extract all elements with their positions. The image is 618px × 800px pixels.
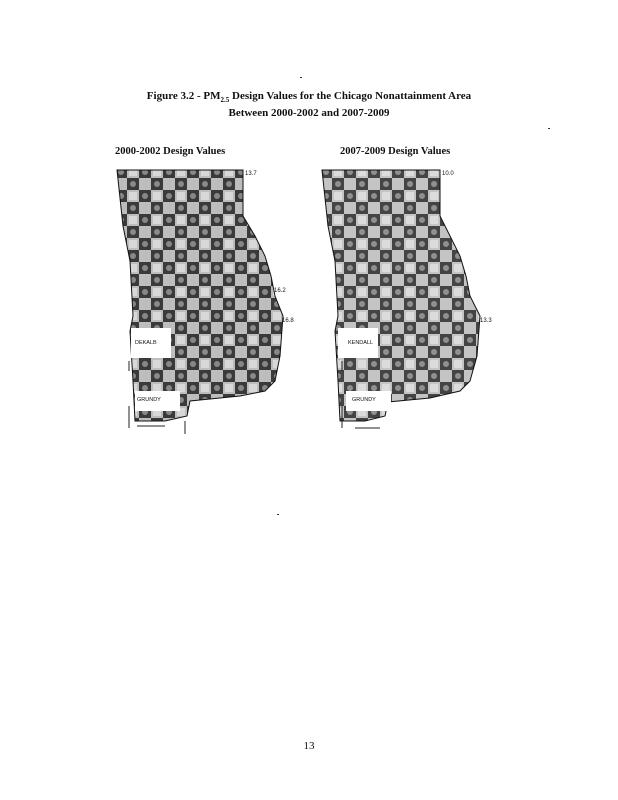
page-number: 13	[303, 740, 315, 752]
figure-title	[0, 90, 618, 120]
right-map	[320, 166, 500, 436]
left-map	[115, 166, 295, 436]
left-county-shape	[117, 170, 283, 421]
title-suffix: Design Values for the Chicago Nonattainment Area	[229, 90, 472, 102]
right-county-a-label: KENDALL	[348, 340, 374, 346]
right-county-b-label: GRUNDY	[352, 397, 376, 403]
title-prefix: Figure 3.2 - PM	[146, 90, 221, 102]
left-low-value-label: 16.8	[282, 318, 294, 324]
right-low-value-label: 13.3	[480, 318, 492, 324]
title-subscript: 2.5	[220, 96, 230, 105]
left-mid-value-label: 16.2	[274, 288, 286, 294]
left-top-value-label: 13.7	[245, 171, 257, 177]
scan-speck	[548, 128, 550, 129]
scan-speck	[277, 514, 279, 515]
left-county-a-label: DEKALB	[135, 340, 157, 346]
scan-speck	[300, 77, 302, 78]
right-panel-heading: 2007-2009 Design Values	[340, 146, 451, 157]
right-county-shape	[322, 170, 480, 421]
left-panel-heading: 2000-2002 Design Values	[115, 146, 226, 157]
left-county-b-label: GRUNDY	[137, 397, 161, 403]
right-top-value-label: 10.0	[442, 171, 454, 177]
title-line-2: Between 2000-2002 and 2007-2009	[228, 107, 390, 120]
